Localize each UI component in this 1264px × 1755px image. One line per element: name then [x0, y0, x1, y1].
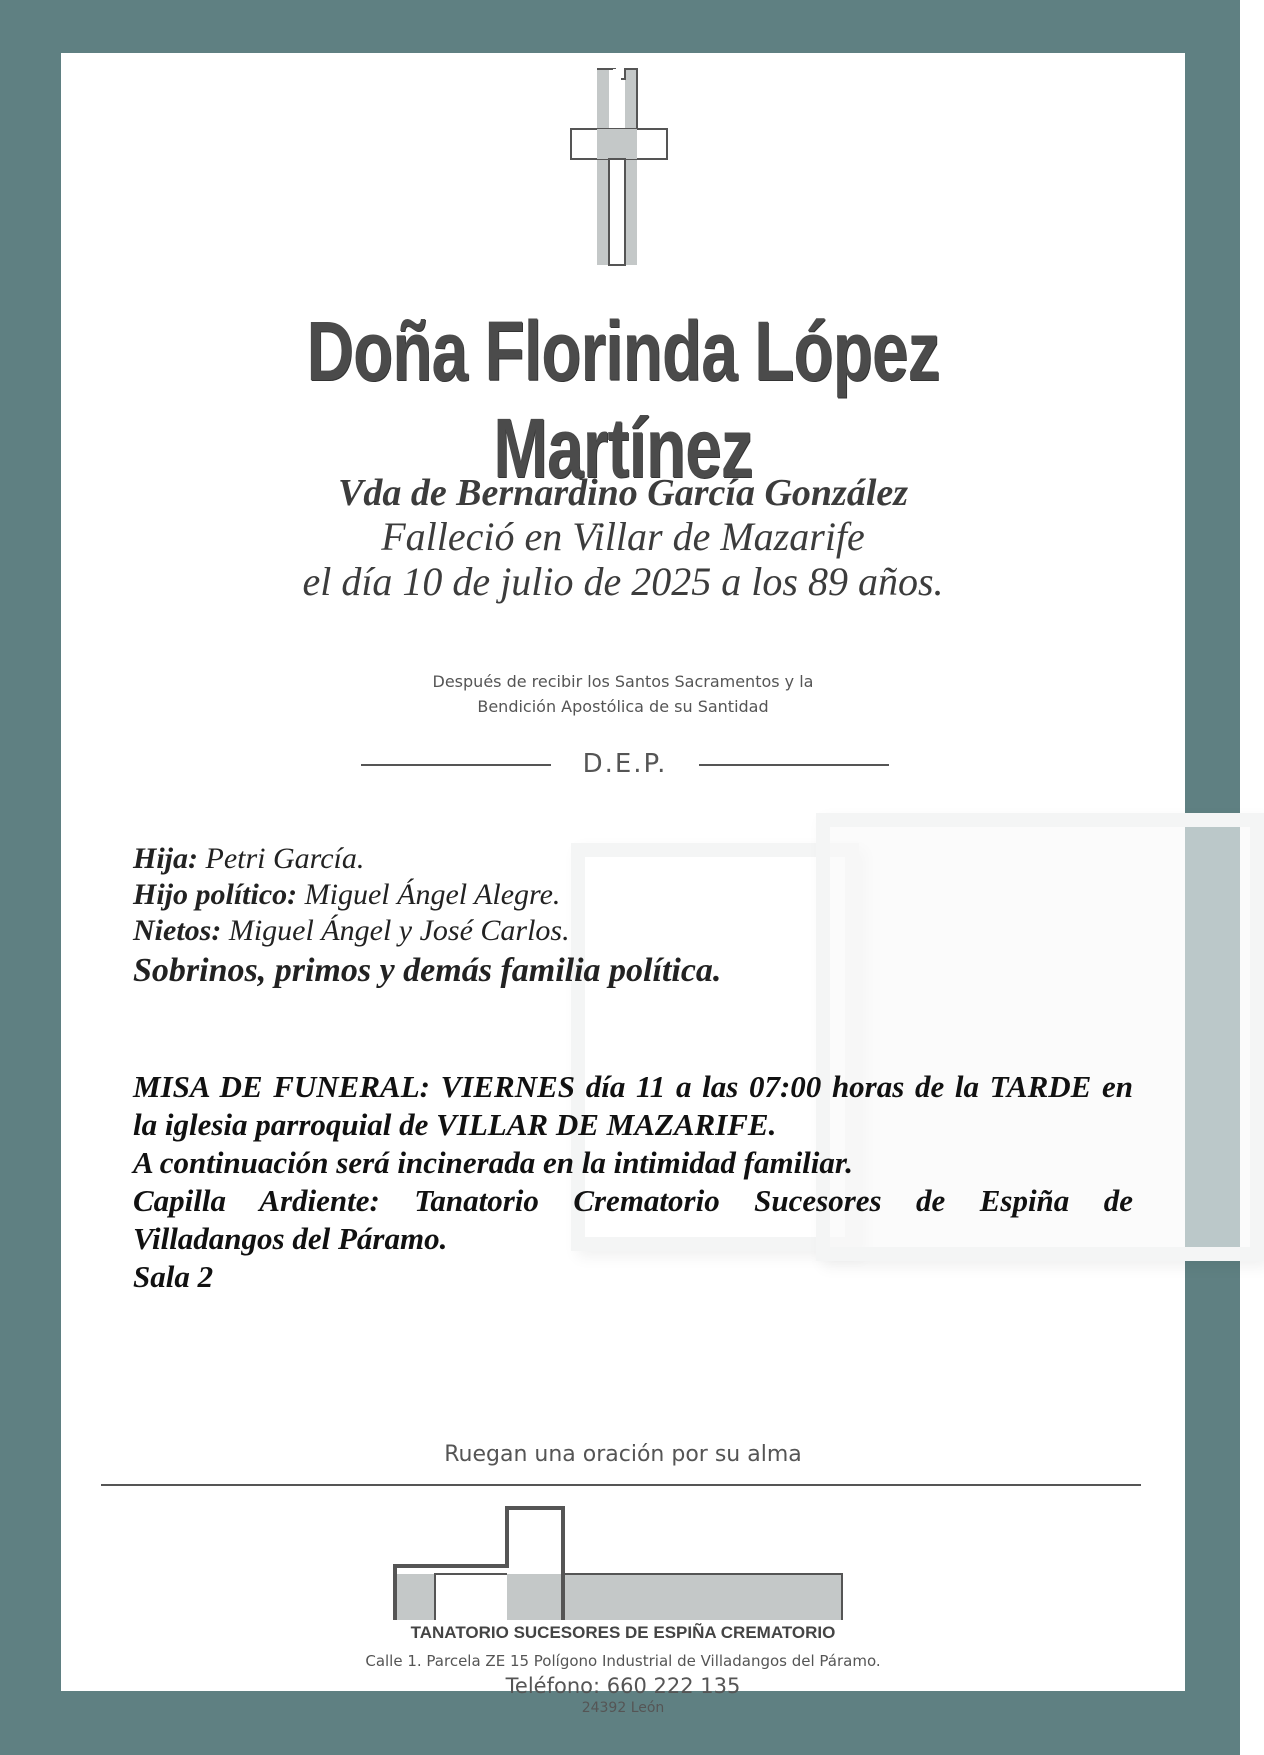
prayer-request: Ruegan una oración por su alma [444, 1442, 802, 1467]
funeral-line: la iglesia parroquial de VILLAR DE MAZARIFE. [133, 1107, 777, 1142]
family-names: Petri García. [205, 842, 365, 875]
footer-divider [101, 1484, 1141, 1486]
deceased-name: Doña Florinda López Martínez [306, 304, 940, 495]
dep-text: D.E.P. [582, 749, 668, 779]
funeral-line: Villadangos del Páramo. [133, 1221, 448, 1256]
company-address: Calle 1. Parcela ZE 15 Polígono Industrial de Villadangos del Páramo. [365, 1652, 881, 1670]
funeral-line: Capilla Ardiente: Tanatorio Crematorio Sucesores de Espiña de [133, 1183, 1133, 1218]
family-names: Miguel Ángel y José Carlos. [228, 914, 570, 947]
funeral-details [133, 1068, 1133, 1296]
divider-line [699, 764, 889, 766]
funeral-home-logo-icon [395, 1508, 845, 1620]
death-place: Falleció en Villar de Mazarife [381, 514, 865, 559]
death-date-age: el día 10 de julio de 2025 a los 89 años. [302, 559, 944, 604]
family-member [133, 877, 1133, 913]
family-member [133, 913, 1133, 949]
widow-of: Vda de Bernardino García González [337, 472, 909, 514]
sacraments-line: Después de recibir los Santos Sacramentos y la [432, 672, 814, 691]
family-relation: Nietos: [133, 914, 222, 947]
family-closing: Sobrinos, primos y demás familia política. [133, 952, 722, 989]
cross-icon [567, 69, 687, 265]
sacraments-line: Bendición Apostólica de su Santidad [477, 697, 769, 716]
family-relation: Hijo político: [133, 878, 298, 911]
obituary-card [61, 53, 1185, 1716]
family-list [133, 841, 1133, 993]
funeral-line: Sala 2 [133, 1259, 214, 1294]
company-city: 24392 León [581, 1700, 665, 1716]
funeral-line: MISA DE FUNERAL: VIERNES día 11 a las 07:00 horas de la TARDE en [133, 1069, 1133, 1104]
company-name: TANATORIO SUCESORES DE ESPIÑA CREMATORIO [410, 1623, 836, 1642]
dep-divider [361, 745, 889, 785]
company-phone: Teléfono: 660 222 135 [505, 1674, 741, 1698]
family-relation: Hija: [133, 842, 198, 875]
sacraments-note [61, 669, 1185, 719]
funeral-line: A continuación será incinerada en la intimidad familiar. [133, 1145, 854, 1180]
family-names: Miguel Ángel Alegre. [304, 878, 561, 911]
family-member [133, 841, 1133, 877]
